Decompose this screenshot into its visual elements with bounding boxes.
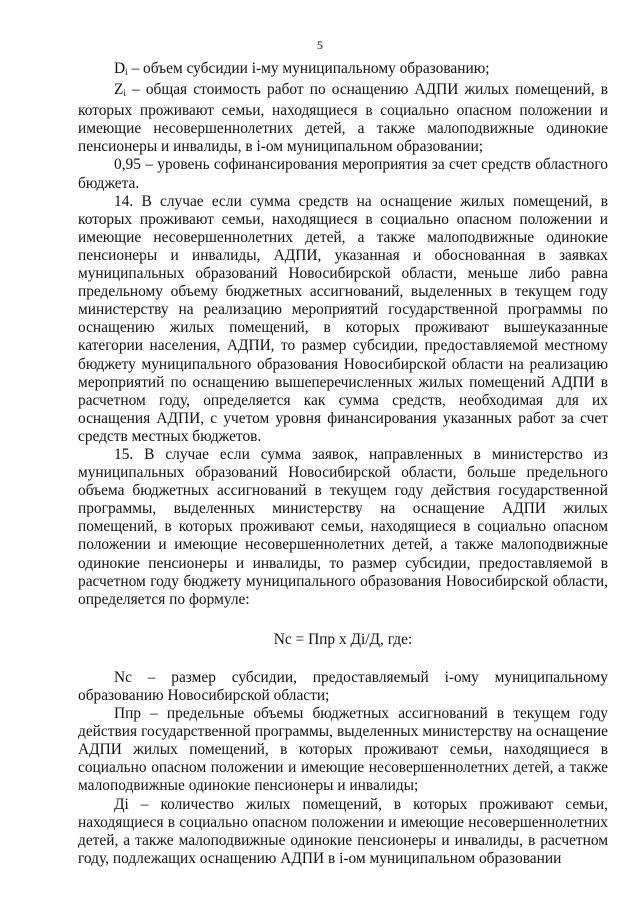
paragraph-clause-15: 15. В случае если сумма заявок, направленных в министерство из муниципальных образований Новосибирской области, больше предельного объема бюджетных ассигнований в текущем году действия государственной программы, выделенных министерству на оснащение АДПИ жилых помещений, в которых проживают семьи, находящиеся в социально опасном положении и имеющие несовершеннолетних детей, а также малоподвижные одинокие пенсионеры и инвалиды, то размер субсидии, предоставляемой в расчетном году бюджету муниципального образования Новосибирской области, определяется по формуле: bbox=[78, 445, 608, 608]
symbol-d-subscript: i bbox=[125, 67, 128, 77]
paragraph-text: – общая стоимость работ по оснащению АДПИ жилых помещений, в которых проживают семьи, находящиеся в социально опасном положении и имеющие несовершеннолетних детей, а также малоподвижные одинокие пенсионеры и инвалиды, в i-ом муниципальном образовании; bbox=[78, 81, 608, 156]
symbol-z-subscript: i bbox=[123, 88, 126, 99]
symbol-d: D bbox=[114, 60, 126, 77]
document-body bbox=[78, 60, 608, 868]
paragraph-total-cost bbox=[78, 81, 608, 156]
definition-nc: Nc – размер субсидии, предоставляемый i-ому муниципальному образованию Новосибирской области; bbox=[78, 668, 608, 704]
paragraph-cofinancing-level: 0,95 – уровень софинансирования мероприятия за счет средств областного бюджета. bbox=[78, 156, 608, 192]
paragraph-clause-14: 14. В случае если сумма средств на оснащение жилых помещений, в которых проживают семьи, находящиеся в социально опасном положении и имеющие несовершеннолетних детей, а также малоподвижные одинокие пенсионеры и инвалиды, АДПИ, указанная и обоснованная в заявках муниципальных образований Новосибирской области, меньше либо равна предельному объему бюджетных ассигнований, выделенных в текущем году министерству на реализацию мероприятий государственной программы по оснащению жилых помещений, в которых проживают вышеуказанные категории населения, АДПИ, то размер субсидии, предоставляемой местному бюджету муниципального образования Новосибирской области на реализацию мероприятий по оснащению вышеперечисленных жилых помещений АДПИ в расчетном году, определяется как сумма средств, необходимая для их оснащения АДПИ, с учетом уровня финансирования указанных работ за счет средств местных бюджетов. bbox=[78, 192, 608, 445]
page-number: 5 bbox=[317, 38, 323, 52]
symbol-z: Z bbox=[114, 81, 124, 99]
paragraph-text: – объем субсидии i-му муниципальному образованию; bbox=[127, 60, 490, 77]
definition-di: Дi – количество жилых помещений, в которых проживают семьи, находящиеся в социально опасном положении и имеющие несовершеннолетних детей, а также малоподвижные одинокие пенсионеры и инвалиды, в расчетном году, подлежащих оснащению АДПИ в i-ом муниципальном образовании bbox=[78, 795, 608, 867]
definition-ppr: Ппр – предельные объемы бюджетных ассигнований в текущем году действия государственной программы, выделенных министерству на оснащение АДПИ жилых помещений, в которых проживают семьи, находящиеся в социально опасном положении и имеющие несовершеннолетних детей, а также малоподвижные одинокие пенсионеры и инвалиды; bbox=[78, 705, 608, 795]
paragraph-subsidy-volume bbox=[78, 60, 608, 81]
formula: Nc = Ппр х Дi/Д, где: bbox=[273, 630, 413, 648]
